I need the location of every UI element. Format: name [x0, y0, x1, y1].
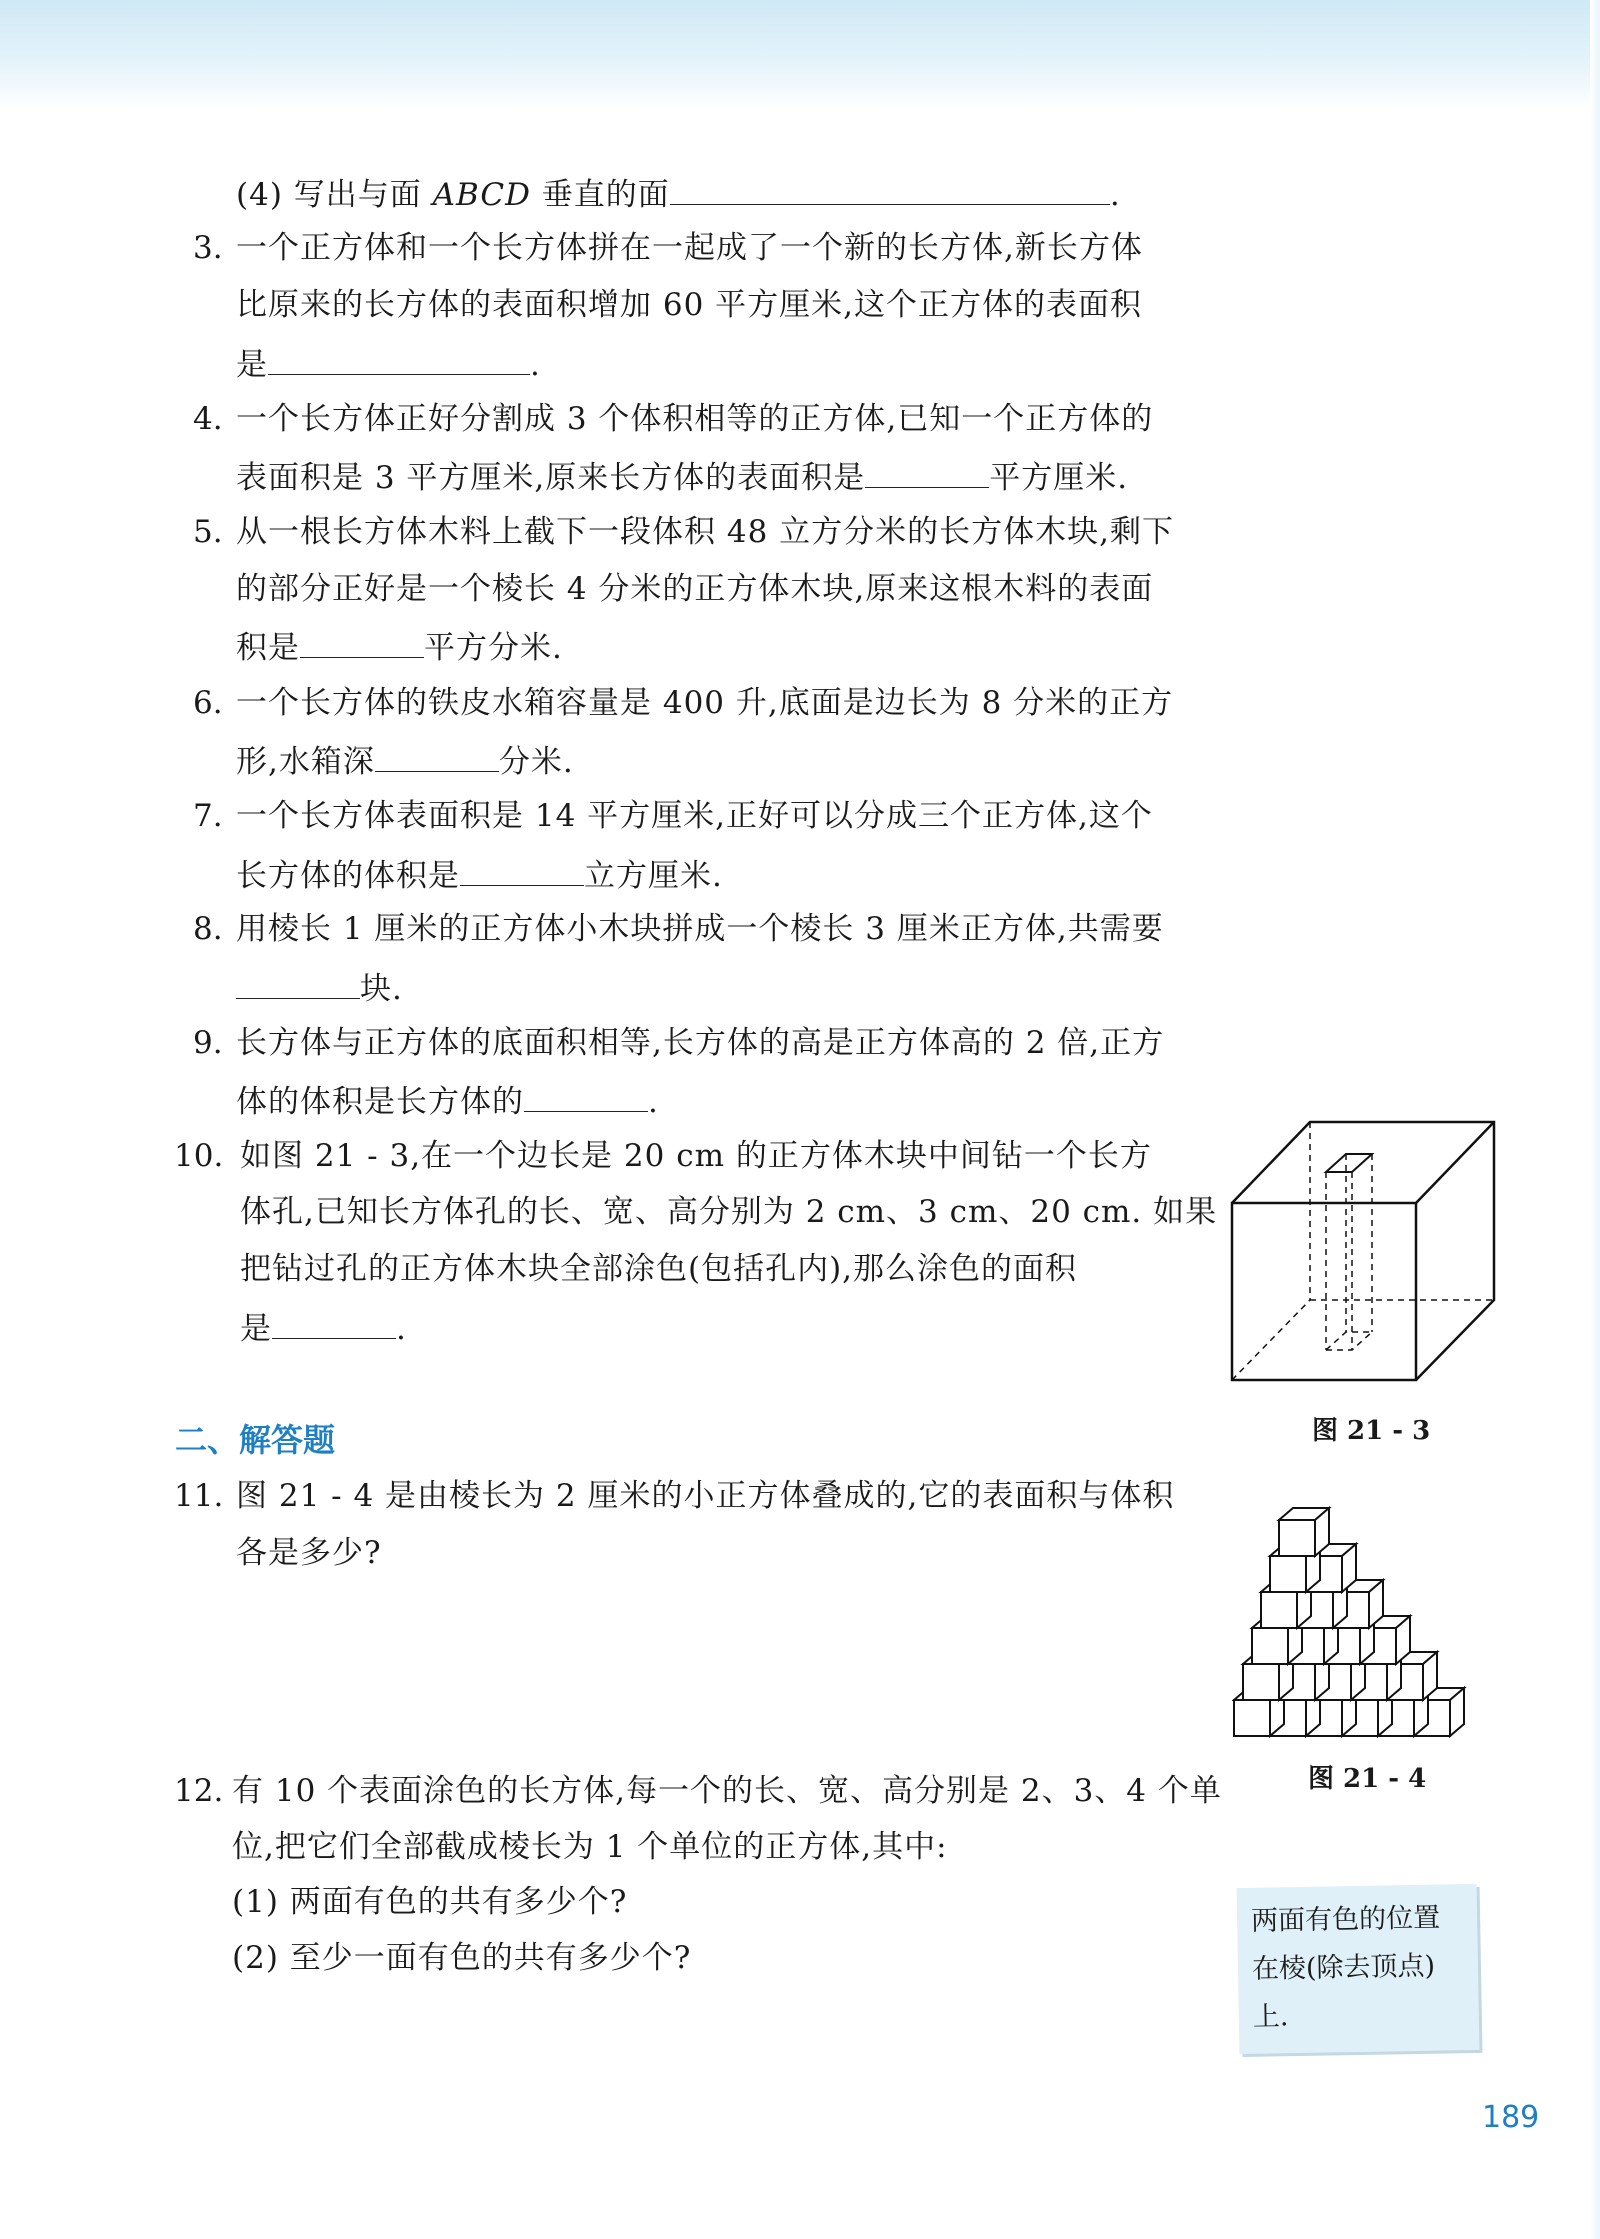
answer-blank[interactable] — [300, 623, 424, 658]
q9-text: 体的体积是长方体的 — [236, 1084, 524, 1120]
q10-end: . — [396, 1311, 407, 1347]
q10-number: 10. — [174, 1138, 224, 1174]
q8-number: 8. — [193, 911, 223, 947]
q7-number: 7. — [193, 798, 223, 834]
cube-edge — [1416, 1122, 1494, 1203]
q12-number: 12. — [174, 1773, 224, 1809]
q12-line1: 有 10 个表面涂色的长方体,每一个的长、宽、高分别是 2、3、4 个单 — [232, 1773, 1222, 1809]
q6-line1: 一个长方体的铁皮水箱容量是 400 升,底面是边长为 8 分米的正方 — [236, 685, 1174, 721]
hole-bottom — [1326, 1332, 1372, 1350]
answer-blank[interactable] — [272, 1304, 396, 1339]
answer-blank[interactable] — [460, 851, 584, 886]
q7-line1: 一个长方体表面积是 14 平方厘米,正好可以分成三个正方体,这个 — [236, 798, 1153, 834]
hole-bottom — [1326, 1332, 1372, 1350]
q3-end: . — [530, 347, 541, 383]
hidden-edge — [1232, 1300, 1310, 1380]
q6-unit: 分米. — [498, 744, 574, 780]
q6-text: 形,水箱深 — [236, 744, 375, 780]
q7-text: 长方体的体积是 — [236, 858, 460, 894]
hint-line1: 两面有色的位置 — [1250, 1902, 1441, 1937]
face-label: ABCD — [432, 177, 531, 213]
answer-blank[interactable] — [670, 170, 1110, 205]
q12-sub2: (2) 至少一面有色的共有多少个? — [232, 1940, 692, 1976]
answer-blank[interactable] — [268, 340, 530, 375]
figure-21-4-caption: 图 21 - 4 — [1308, 1764, 1427, 1794]
q3-text: 是 — [236, 347, 268, 383]
q8-line2 — [236, 964, 403, 1011]
q9-end: . — [648, 1084, 659, 1120]
q11-line2: 各是多少? — [236, 1535, 382, 1571]
q4-line1: 一个长方体正好分割成 3 个体积相等的正方体,已知一个正方体的 — [236, 401, 1154, 437]
q9-line2 — [236, 1077, 659, 1124]
q2-4-suffix: 垂直的面 — [530, 177, 670, 213]
q10-line3: 把钻过孔的正方体木块全部涂色(包括孔内),那么涂色的面积 — [240, 1251, 1078, 1287]
hint-line3: 上. — [1252, 2001, 1289, 2033]
answer-blank[interactable] — [865, 453, 989, 488]
q3-line1: 一个正方体和一个长方体拼在一起成了一个新的长方体,新长方体 — [236, 230, 1143, 266]
q2-4-end: . — [1109, 177, 1121, 213]
q3-number: 3. — [193, 230, 223, 266]
q10-line4 — [240, 1304, 407, 1351]
hint-line2: 在棱(除去顶点) — [1251, 1950, 1436, 1985]
q2-4 — [236, 170, 1121, 217]
q5-line3 — [236, 623, 563, 670]
figure-21-3 — [1228, 1118, 1498, 1384]
small-cube — [1279, 1508, 1329, 1556]
q3-line2: 比原来的长方体的表面积增加 60 平方厘米,这个正方体的表面积 — [236, 287, 1143, 323]
q10-line2: 体孔,已知长方体孔的长、宽、高分别为 2 cm、3 cm、20 cm. 如果 — [240, 1194, 1218, 1230]
q10-line1: 如图 21 - 3,在一个边长是 20 cm 的正方体木块中间钻一个长方 — [240, 1138, 1152, 1174]
q12-sub1: (1) 两面有色的共有多少个? — [232, 1884, 628, 1920]
q5-line1: 从一根长方体木料上截下一段体积 48 立方分米的长方体木块,剩下 — [236, 514, 1175, 550]
q7-line2 — [236, 851, 723, 898]
q3-line3 — [236, 340, 541, 387]
figure-21-4 — [1232, 1484, 1494, 1738]
answer-blank[interactable] — [236, 964, 360, 999]
q5-unit: 平方分米. — [424, 630, 563, 666]
q10-text: 是 — [240, 1311, 272, 1347]
q4-text: 表面积是 3 平方厘米,原来长方体的表面积是 — [236, 460, 866, 496]
answer-blank[interactable] — [524, 1077, 648, 1112]
q4-unit: 平方厘米. — [989, 460, 1129, 496]
cube-front-face — [1232, 1203, 1416, 1380]
q9-number: 9. — [193, 1025, 223, 1061]
q5-number: 5. — [193, 514, 223, 550]
q6-number: 6. — [193, 685, 223, 721]
cube-back-edges — [1232, 1122, 1494, 1380]
q5-text: 积是 — [236, 630, 300, 666]
q12-line2: 位,把它们全部截成棱长为 1 个单位的正方体,其中: — [232, 1829, 948, 1865]
q8-line1: 用棱长 1 厘米的正方体小木块拼成一个棱长 3 厘米正方体,共需要 — [236, 911, 1164, 947]
page-number: 189 — [1482, 2100, 1540, 2135]
q4-number: 4. — [193, 401, 223, 437]
q5-line2: 的部分正好是一个棱长 4 分米的正方体木块,原来这根木料的表面 — [236, 571, 1154, 607]
answer-blank[interactable] — [375, 737, 499, 772]
q9-line1: 长方体与正方体的底面积相等,长方体的高是正方体高的 2 倍,正方 — [236, 1025, 1165, 1061]
figure-21-3-caption: 图 21 - 3 — [1312, 1416, 1431, 1446]
q4-line2 — [236, 453, 1128, 500]
q2-4-prefix: (4) 写出与面 — [236, 177, 433, 213]
q8-unit: 块. — [360, 971, 403, 1007]
q11-line1: 图 21 - 4 是由棱长为 2 厘米的小正方体叠成的,它的表面积与体积 — [236, 1478, 1175, 1514]
hint-note — [1237, 1884, 1480, 2054]
q6-line2 — [236, 737, 574, 784]
section-heading: 二、解答题 — [175, 1421, 336, 1459]
hole-top — [1326, 1154, 1372, 1172]
q11-number: 11. — [174, 1478, 224, 1514]
q7-unit: 立方厘米. — [584, 858, 723, 894]
